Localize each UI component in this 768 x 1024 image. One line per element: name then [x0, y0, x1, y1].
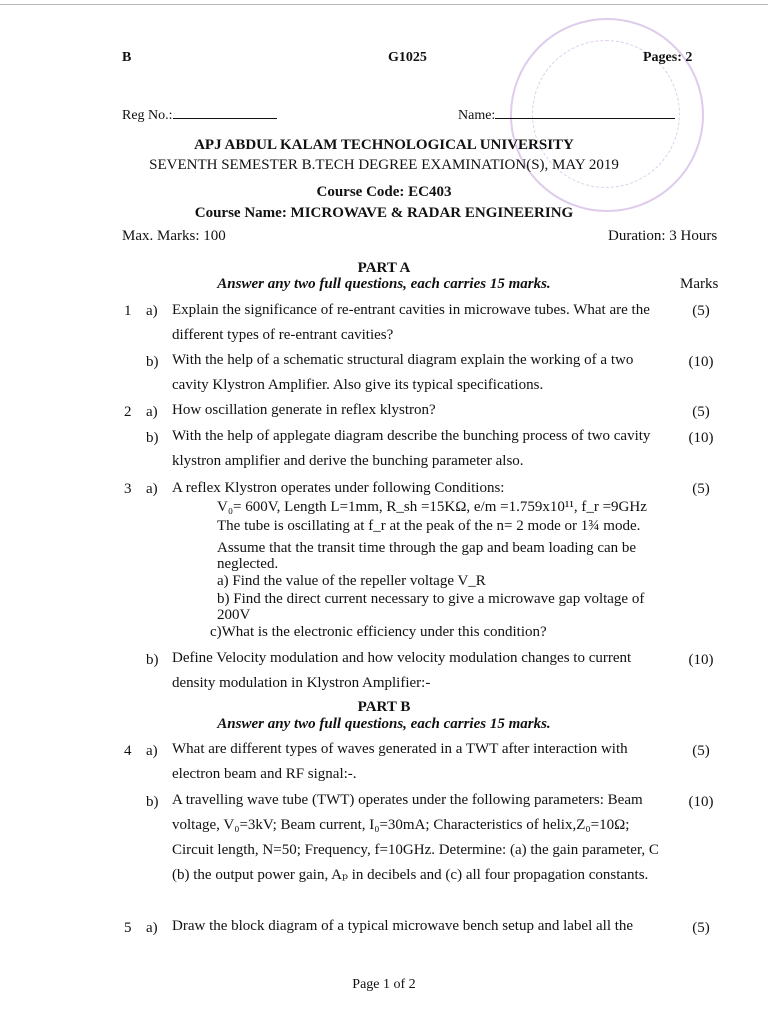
question-marks: (10): [688, 430, 714, 446]
pages-count: Pages: 2: [643, 50, 693, 65]
question-text: How oscillation generate in reflex klystron?: [172, 402, 436, 418]
exam-title: SEVENTH SEMESTER B.TECH DEGREE EXAMINATION(S), MAY 2019: [149, 157, 619, 173]
duration: Duration: 3 Hours: [608, 228, 718, 244]
question-text: With the help of a schematic structural diagram explain the working of a two cavity Klystron Amplifier. Also give its typical specifications.: [172, 352, 634, 393]
question-marks: (5): [692, 743, 710, 759]
name-text: Name:: [458, 108, 496, 123]
question-text: Draw the block diagram of a typical microwave bench setup and label all the: [172, 918, 634, 934]
subquestion-label: a): [146, 404, 158, 420]
question-number: 5: [124, 920, 132, 936]
set-label: B: [122, 50, 132, 65]
question-text: Define Velocity modulation and how velocity modulation changes to current density modulation in Klystron Amplifier:-: [172, 650, 632, 691]
question-marks: (5): [692, 404, 710, 420]
subquestion-label: a): [146, 303, 158, 319]
question-text: With the help of applegate diagram describe the bunching process of two cavity klystron amplifier and derive the bunching parameter also.: [172, 428, 651, 469]
question-marks: (10): [688, 354, 714, 370]
question-marks: (10): [688, 794, 714, 810]
part-b-title: PART B: [357, 699, 411, 715]
reg-no-text: Reg No.:: [122, 108, 173, 123]
question-marks: (5): [692, 920, 710, 936]
subquestion-label: b): [146, 652, 159, 668]
paper-code: G1025: [388, 50, 427, 65]
question-number: 1: [124, 303, 132, 319]
subquestion-label: b): [146, 354, 159, 370]
page-footer: Page 1 of 2: [352, 977, 416, 992]
subquestion-label: b): [146, 430, 159, 446]
question-text: A travelling wave tube (TWT) operates under the following parameters: Beam voltage, V₀=3kV; Beam current, I₀=30mA; Characteristics of helix,Z₀=10Ω; Circuit length, N=50; Frequency, f=10GHz. Determine: (a) the gain parameter, C (b) the output power gain, Aₚ in decibels and (c) all four propagation constants.: [172, 792, 659, 883]
condition-line: b) Find the direct current necessary to give a microwave gap voltage of: [217, 591, 645, 607]
name-label: [458, 108, 675, 124]
subquestion-label: b): [146, 794, 159, 810]
course-code: Course Code: EC403: [316, 184, 452, 200]
condition-line: 200V: [217, 607, 251, 623]
condition-line: neglected.: [217, 556, 279, 572]
condition-line: c)What is the electronic efficiency under this condition?: [210, 624, 547, 640]
condition-line: The tube is oscillating at f_r at the peak of the n= 2 mode or 1¾ mode.: [217, 518, 641, 534]
question-number: 2: [124, 404, 132, 420]
question-text: Explain the significance of re-entrant cavities in microwave tubes. What are the different types of re-entrant cavities?: [172, 302, 650, 343]
question-number: 3: [124, 481, 132, 497]
university-name: APJ ABDUL KALAM TECHNOLOGICAL UNIVERSITY: [194, 137, 574, 153]
question-text: What are different types of waves generated in a TWT after interaction with electron beam and RF signal:-.: [172, 741, 628, 782]
question-text: A reflex Klystron operates under following Conditions:: [172, 480, 505, 496]
condition-line: Assume that the transit time through the gap and beam loading can be: [217, 540, 637, 556]
marks-header: Marks: [680, 276, 719, 292]
part-b-instruction: Answer any two full questions, each carries 15 marks.: [217, 716, 551, 732]
subquestion-label: a): [146, 743, 158, 759]
part-a-instruction: Answer any two full questions, each carries 15 marks.: [217, 276, 551, 292]
question-marks: (10): [688, 652, 714, 668]
condition-line: V₀= 600V, Length L=1mm, R_sh =15KΩ, e/m =1.759x10¹¹, f_r =9GHz: [217, 499, 647, 515]
subquestion-label: a): [146, 920, 158, 936]
max-marks: Max. Marks: 100: [122, 228, 226, 244]
question-number: 4: [124, 743, 132, 759]
part-a-title: PART A: [357, 260, 411, 276]
question-marks: (5): [692, 481, 710, 497]
question-marks: (5): [692, 303, 710, 319]
top-border: [0, 4, 768, 5]
reg-no-label: [122, 108, 277, 124]
condition-line: a) Find the value of the repeller voltage V_R: [217, 573, 486, 589]
subquestion-label: a): [146, 481, 158, 497]
course-name: Course Name: MICROWAVE & RADAR ENGINEERING: [194, 205, 574, 221]
